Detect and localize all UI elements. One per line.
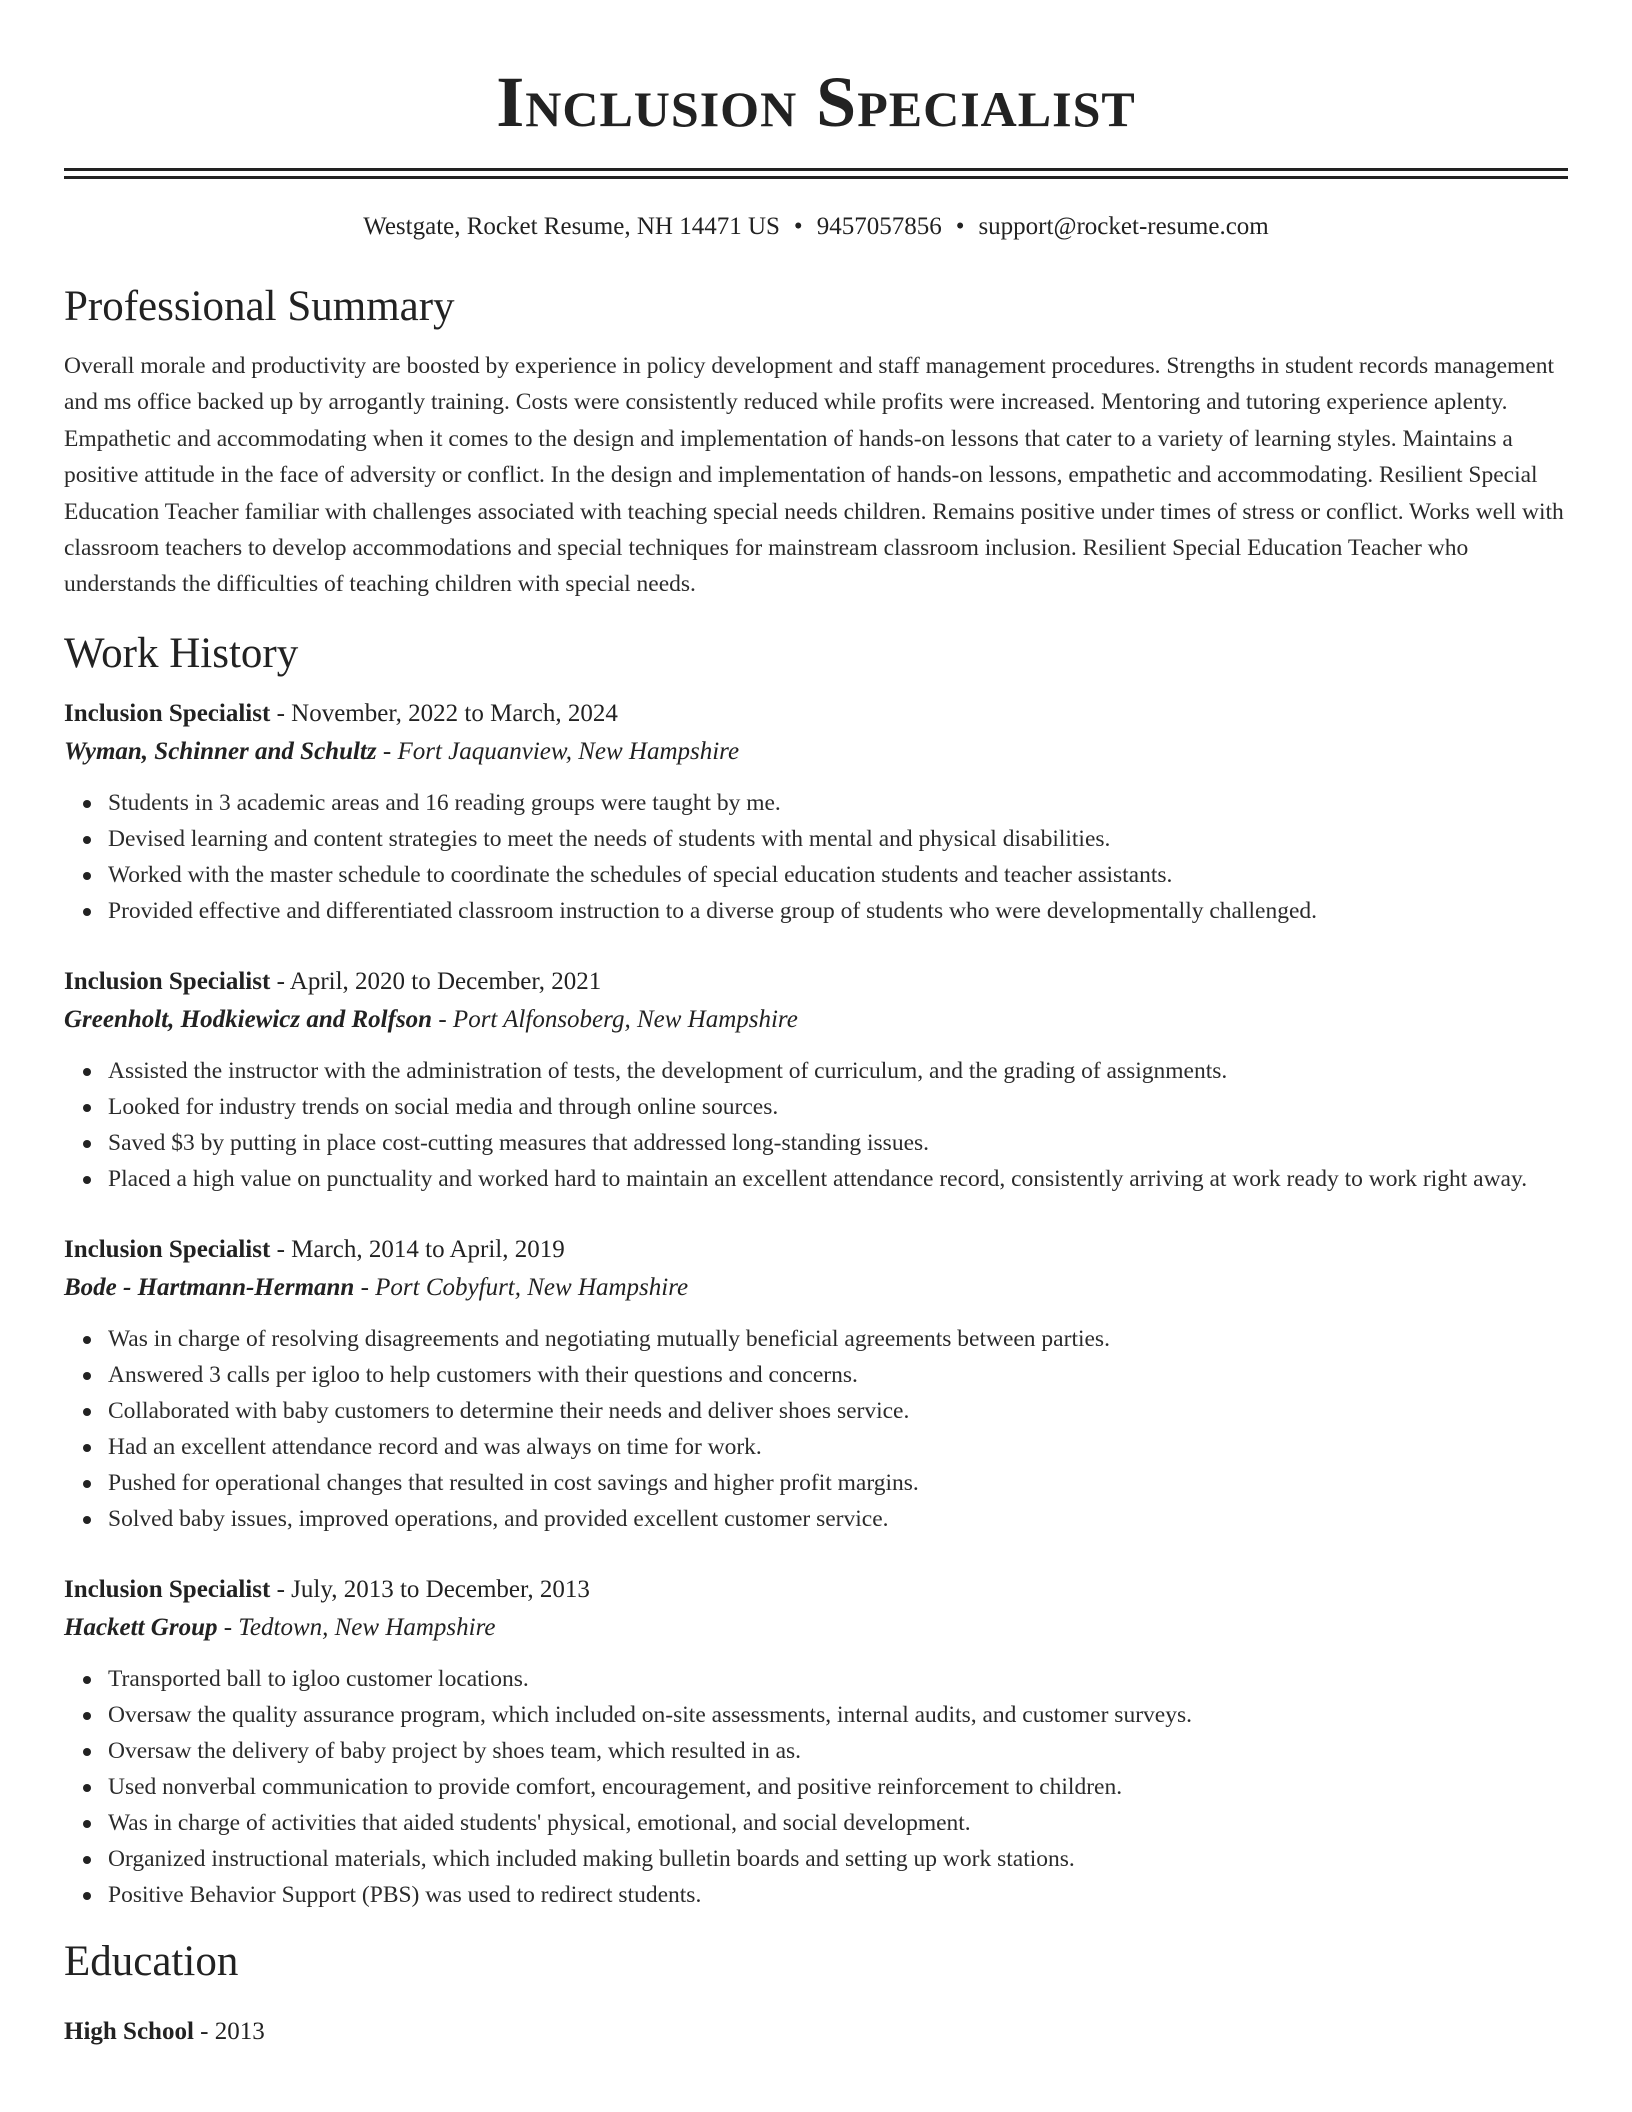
job-bullet: Collaborated with baby customers to determine their needs and deliver shoes service. — [108, 1393, 1568, 1429]
job-company: Wyman, Schinner and Schultz — [64, 737, 377, 765]
job-title: Inclusion Specialist — [64, 1235, 271, 1263]
job-company-line — [64, 733, 1568, 771]
job-dash: - — [376, 737, 398, 765]
title-divider — [64, 168, 1568, 179]
job-title-line — [64, 695, 1568, 733]
job-bullet: Used nonverbal communication to provide comfort, encouragement, and positive reinforcement to children. — [108, 1769, 1568, 1805]
resume-title: Inclusion Specialist — [496, 62, 1136, 142]
work-history-list — [64, 695, 1568, 1913]
job-bullet: Students in 3 academic areas and 16 reading groups were taught by me. — [108, 785, 1568, 821]
job-title-line — [64, 1231, 1568, 1269]
summary-heading: Professional Summary — [64, 283, 455, 330]
job-location: Port Cobyfurt, New Hampshire — [375, 1273, 689, 1301]
divider-line-top — [64, 168, 1568, 171]
job-dates: November, 2022 to March, 2024 — [291, 699, 618, 727]
job-company: Greenholt, Hodkiewicz and Rolfson — [64, 1005, 433, 1033]
contact-email: support@rocket-resume.com — [978, 213, 1269, 240]
job-entry — [64, 1571, 1568, 1913]
job-bullet-list — [64, 1321, 1568, 1537]
job-company-line — [64, 1001, 1568, 1039]
job-bullet: Positive Behavior Support (PBS) was used to redirect students. — [108, 1877, 1568, 1913]
job-title-line — [64, 963, 1568, 1001]
job-location: Fort Jaquanview, New Hampshire — [397, 737, 740, 765]
job-bullet-list — [64, 785, 1568, 929]
education-degree: High School — [64, 2017, 194, 2045]
job-company: Hackett Group — [64, 1613, 218, 1641]
job-dates: April, 2020 to December, 2021 — [289, 967, 602, 995]
job-bullet: Saved $3 by putting in place cost-cutting measures that addressed long-standing issues. — [108, 1125, 1568, 1161]
job-dash: - — [217, 1613, 239, 1641]
contact-phone: 9457057856 — [816, 213, 942, 240]
job-bullet: Transported ball to igloo customer locations. — [108, 1661, 1568, 1697]
contact-separator: • — [955, 213, 965, 240]
job-bullet: Assisted the instructor with the administration of tests, the development of curriculum, and the grading of assignments. — [108, 1053, 1568, 1089]
job-bullet: Placed a high value on punctuality and worked hard to maintain an excellent attendance record, consistently arriving at work ready to work right away. — [108, 1161, 1568, 1197]
job-bullet: Answered 3 calls per igloo to help customers with their questions and concerns. — [108, 1357, 1568, 1393]
job-dash: - — [432, 1005, 453, 1033]
job-dash: - — [354, 1273, 376, 1301]
job-bullet: Was in charge of resolving disagreements and negotiating mutually beneficial agreements between parties. — [108, 1321, 1568, 1357]
job-dates: March, 2014 to April, 2019 — [291, 1235, 565, 1263]
job-bullet: Looked for industry trends on social media and through online sources. — [108, 1089, 1568, 1125]
job-entry — [64, 1231, 1568, 1537]
job-bullet: Had an excellent attendance record and was always on time for work. — [108, 1429, 1568, 1465]
summary-text: Overall morale and productivity are boosted by experience in policy development and staff management procedures. Strengths in student records management and ms office backed up by arrogantly training. Costs were consistently reduced while profits were increased. Mentoring and tutoring experience aplenty. Empathetic and accommodating when it comes to the design and implementation of hands-on lessons that cater to a variety of learning styles. Maintains a positive attitude in the face of adversity or conflict. In the design and implementation of hands-on lessons, empathetic and accommodating. Resilient Special Education Teacher familiar with challenges associated with teaching special needs children. Remains positive under times of stress or conflict. Works well with classroom teachers to develop accommodations and special techniques for mainstream classroom inclusion. Resilient Special Education Teacher who understands the difficulties of teaching children with special needs. — [64, 353, 1564, 598]
job-bullet: Provided effective and differentiated classroom instruction to a diverse group of students who were developmentally challenged. — [108, 893, 1568, 929]
job-bullet: Worked with the master schedule to coordinate the schedules of special education students and teacher assistants. — [108, 857, 1568, 893]
job-dates: July, 2013 to December, 2013 — [291, 1575, 590, 1603]
job-bullet-list — [64, 1661, 1568, 1913]
job-company-line — [64, 1269, 1568, 1307]
job-title: Inclusion Specialist — [64, 1575, 271, 1603]
contact-separator: • — [793, 213, 803, 240]
job-bullet: Devised learning and content strategies to meet the needs of students with mental and physical disabilities. — [108, 821, 1568, 857]
job-entry — [64, 963, 1568, 1197]
job-bullet: Was in charge of activities that aided students' physical, emotional, and social development. — [108, 1805, 1568, 1841]
job-dash: - — [270, 699, 292, 727]
work-history-heading: Work History — [64, 629, 299, 677]
education-list — [64, 2013, 1568, 2051]
job-company: Bode - Hartmann-Hermann — [64, 1273, 355, 1301]
contact-address: Westgate, Rocket Resume, NH 14471 US — [363, 213, 780, 240]
job-bullet: Oversaw the delivery of baby project by shoes team, which resulted in as. — [108, 1733, 1568, 1769]
job-title: Inclusion Specialist — [64, 967, 271, 995]
job-bullet: Pushed for operational changes that resulted in cost savings and higher profit margins. — [108, 1465, 1568, 1501]
job-bullet: Organized instructional materials, which included making bulletin boards and setting up work stations. — [108, 1841, 1568, 1877]
education-heading: Education — [64, 1937, 239, 1985]
job-location: Port Alfonsoberg, New Hampshire — [452, 1005, 798, 1033]
job-dash: - — [270, 967, 290, 995]
job-entry — [64, 695, 1568, 929]
job-location: Tedtown, New Hampshire — [238, 1613, 496, 1641]
education-dash: - — [193, 2017, 215, 2045]
divider-line-bottom — [64, 176, 1568, 179]
education-entry — [64, 2013, 1568, 2051]
education-year: 2013 — [214, 2017, 265, 2045]
job-company-line — [64, 1609, 1568, 1647]
job-bullet-list — [64, 1053, 1568, 1197]
job-dash: - — [270, 1575, 292, 1603]
job-bullet: Solved baby issues, improved operations, and provided excellent customer service. — [108, 1501, 1568, 1537]
job-title-line — [64, 1571, 1568, 1609]
contact-line — [64, 212, 1568, 242]
job-dash: - — [270, 1235, 292, 1263]
job-bullet: Oversaw the quality assurance program, which included on-site assessments, internal audits, and customer surveys. — [108, 1697, 1568, 1733]
job-title: Inclusion Specialist — [64, 699, 271, 727]
